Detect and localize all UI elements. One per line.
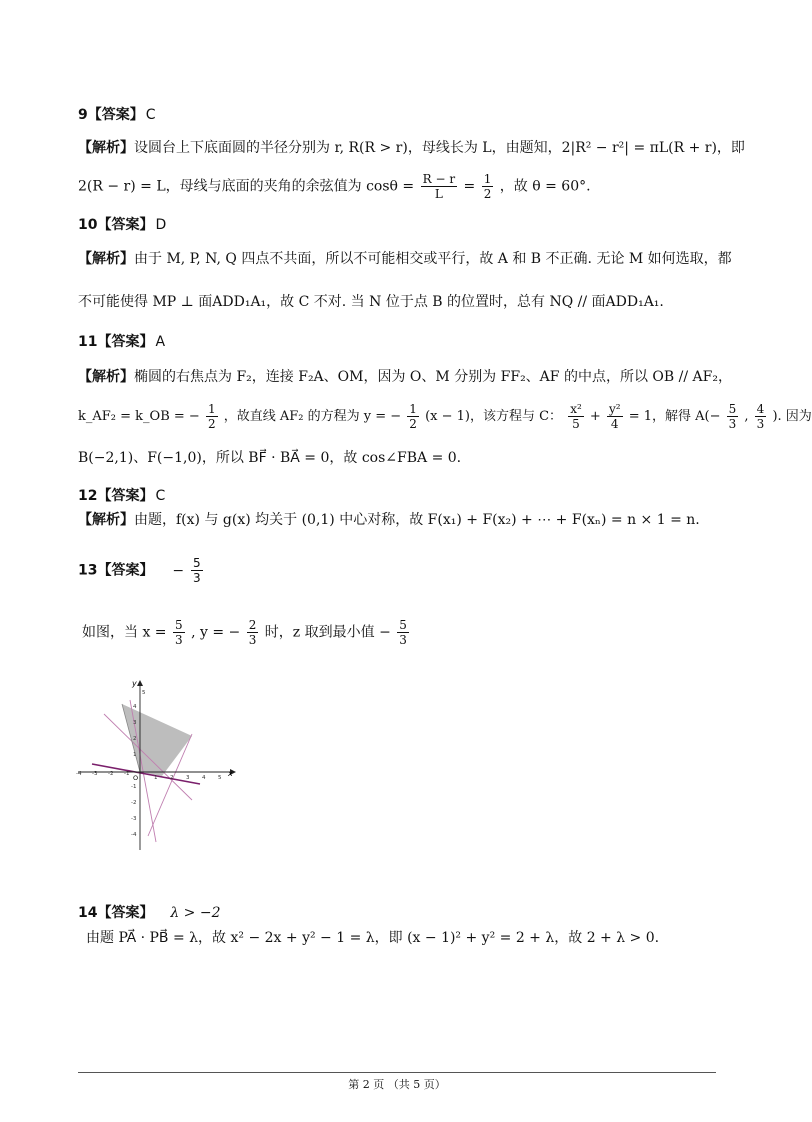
- y-axis-arrow: [137, 680, 143, 686]
- x-tick: -2: [108, 771, 114, 777]
- q11-analysis-line3: B(−2,1)、F(−1,0)，所以 BF⃗ · BA⃗ = 0，故 cos∠FBA = 0.: [78, 450, 462, 466]
- y-tick: -2: [131, 800, 137, 806]
- q13-fraction-y: $\frac{2}{3}$: [248, 618, 257, 647]
- origin-label: O: [133, 774, 139, 782]
- y-tick: 2: [133, 736, 137, 742]
- q11-fraction-a: $\frac{1}{2}$: [207, 402, 216, 431]
- q9-heading: 9【答案】 C: [78, 107, 156, 123]
- y-tick: 1: [133, 752, 137, 758]
- x-tick: -4: [76, 771, 82, 777]
- q11-fraction-y2: $\frac{\text{y²}}{4}$: [608, 402, 621, 431]
- x-tick: -1: [124, 771, 130, 777]
- q11-fraction-ax: $\frac{5}{3}$: [728, 402, 737, 431]
- q14-explanation: 由题 PA⃗ · PB⃗ = λ，故 x² − 2x + y² − 1 = λ，即 (x − 1)² + y² = 2 + λ，故 2 + λ > 0.: [86, 930, 660, 946]
- feasible-region-graph: [74, 676, 244, 856]
- page-footer: 第 2 页 （共 5 页）: [348, 1078, 446, 1091]
- y-tick: 5: [142, 690, 146, 696]
- x-axis-label: x: [228, 769, 233, 778]
- q14-heading: 14【答案】 λ > −2: [78, 905, 221, 921]
- q11-analysis-line1: 【解析】椭圆的右焦点为 F₂，连接 F₂A、OM，因为 O、M 分别为 FF₂、AF 的中点，所以 OB // AF₂，: [78, 369, 732, 385]
- x-tick: 1: [154, 775, 158, 781]
- y-tick: 4: [133, 704, 137, 710]
- q13-answer-fraction: $\frac{5}{3}$: [192, 556, 201, 585]
- q11-fraction-x2: $\frac{\text{x²}}{5}$: [570, 402, 582, 431]
- q10-heading: 10【答案】 D: [78, 217, 167, 233]
- x-tick: -3: [92, 771, 98, 777]
- y-tick: -1: [131, 784, 137, 790]
- q13-fraction-x: $\frac{5}{3}$: [174, 618, 183, 647]
- y-tick: 3: [133, 720, 137, 726]
- q9-fraction-half: $\frac{1}{2}$: [483, 172, 492, 201]
- y-tick: -4: [131, 832, 137, 838]
- q10-analysis-line1: 【解析】由于 M, P, N, Q 四点不共面，所以不可能相交或平行，故 A 和 B 不正确. 无论 M 如何选取，都: [78, 251, 732, 267]
- q11-fraction-ay: $\frac{4}{3}$: [756, 402, 765, 431]
- q9-analysis-line1: 【解析】设圆台上下底面圆的半径分别为 r, R(R > r)，母线长为 L，由题知，2|R² − r²| = πL(R + r)，即: [78, 140, 745, 156]
- q11-analysis-line2: k_AF₂ = k_OB = − $\frac{1}{2}$ ，故直线 AF₂ 的方程为 y = − $\frac{1}{2}$ (x − 1)，该方程与 C： $\frac{\text{x²}}{5}$ + $\frac{\text{y²}}{4}$ = 1，解得 A(− $\frac{5}{3}$ , $\frac{4}{3}$ ). 因为: [78, 402, 812, 431]
- q9-fraction-cos: $\frac{R - r}{L}$: [422, 172, 456, 201]
- footer-divider: [78, 1072, 716, 1073]
- q9-analysis-line2: 2(R − r) = L，母线与底面的夹角的余弦值为 cosθ = $\frac{R - r}{L}$ = $\frac{1}{2}$ ，故 θ = 60°.: [78, 172, 591, 201]
- y-axis-label: y: [132, 679, 137, 688]
- x-tick: 5: [218, 775, 222, 781]
- x-tick: 3: [186, 775, 190, 781]
- q13-fraction-z: $\frac{5}{3}$: [399, 618, 407, 647]
- x-tick: 4: [202, 775, 206, 781]
- q11-fraction-b: $\frac{1}{2}$: [409, 402, 417, 431]
- q10-analysis-line2: 不可能使得 MP ⊥ 面ADD₁A₁，故 C 不对. 当 N 位于点 B 的位置时，总有 NQ // 面ADD₁A₁.: [78, 294, 664, 310]
- q13-explanation: 如图，当 x = $\frac{5}{3}$ , y = − $\frac{2}{3}$ 时，z 取到最小值 − $\frac{5}{3}$: [82, 618, 407, 647]
- y-tick: -3: [131, 816, 137, 822]
- q13-heading: 13【答案】 − $\frac{5}{3}$: [78, 556, 201, 585]
- q11-heading: 11【答案】 A: [78, 334, 166, 350]
- x-tick: 2: [170, 775, 174, 781]
- q12-heading: 12【答案】 C: [78, 488, 166, 504]
- q12-analysis-line1: 【解析】由题，f(x) 与 g(x) 均关于 (0,1) 中心对称，故 F(x₁) + F(x₂) + ⋯ + F(xₙ) = n × 1 = n.: [78, 512, 700, 528]
